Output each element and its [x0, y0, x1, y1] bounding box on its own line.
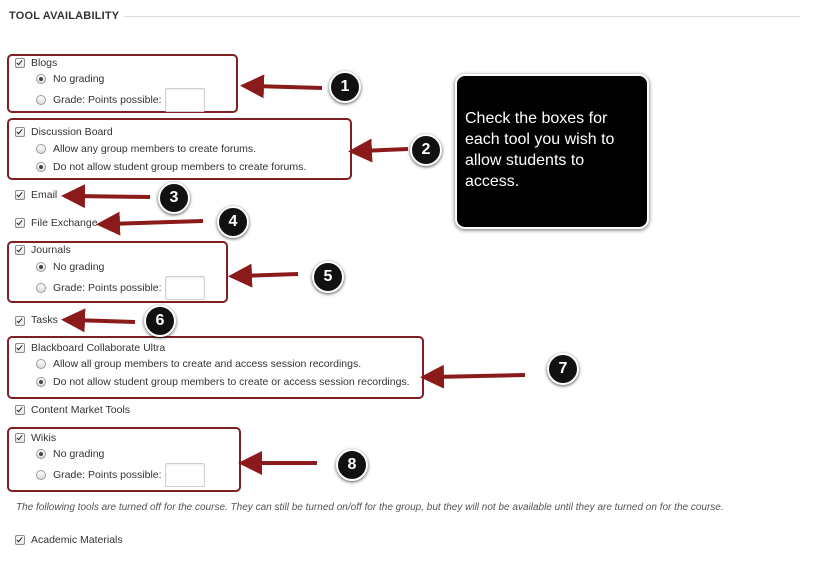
- callout-3: 3: [158, 182, 190, 214]
- callout-5: 5: [312, 261, 344, 293]
- blogs-grade-label: Grade: Points possible:: [53, 94, 162, 106]
- tasks-label: Tasks: [31, 314, 58, 326]
- arrow-7: [432, 375, 525, 377]
- callout-4: 4: [217, 206, 249, 238]
- section-title: TOOL AVAILABILITY: [9, 10, 120, 22]
- journals-grade-label: Grade: Points possible:: [53, 282, 162, 294]
- wikis-grade-label: Grade: Points possible:: [53, 469, 162, 481]
- discussion-deny-label: Do not allow student group members to create forums.: [53, 161, 307, 173]
- discussion-label: Discussion Board: [31, 126, 113, 138]
- collaborate-deny-label: Do not allow student group members to create or access session recordings.: [53, 376, 410, 388]
- academic-materials-label: Academic Materials: [31, 534, 123, 546]
- email-label: Email: [31, 189, 58, 201]
- callout-1: 1: [329, 71, 361, 103]
- instruction-note: Check the boxes for each tool you wish to allow students to access.: [455, 74, 649, 229]
- callout-7: 7: [547, 353, 579, 385]
- blogs-no-grading-label: No grading: [53, 73, 105, 85]
- arrow-6: [73, 320, 135, 322]
- callout-2: 2: [410, 134, 442, 166]
- callout-6: 6: [144, 305, 176, 337]
- wikis-no-grading-label: No grading: [53, 448, 105, 460]
- collaborate-allow-label: Allow all group members to create and access session recordings.: [53, 358, 362, 370]
- collaborate-label: Blackboard Collaborate Ultra: [31, 342, 166, 354]
- arrow-3: [73, 196, 150, 197]
- arrow-1: [252, 86, 322, 88]
- disabled-tools-note: The following tools are turned off for the course. They can still be turned on/off for the group, but they will not be available until they are turned on for the course.: [16, 502, 724, 513]
- arrow-2: [360, 149, 408, 151]
- arrow-4: [108, 221, 203, 224]
- arrow-5: [240, 274, 298, 276]
- content-market-label: Content Market Tools: [31, 404, 131, 416]
- journals-label: Journals: [31, 244, 71, 256]
- callout-8: 8: [336, 449, 368, 481]
- journals-no-grading-label: No grading: [53, 261, 105, 273]
- blogs-label: Blogs: [31, 57, 58, 69]
- wikis-label: Wikis: [31, 432, 57, 444]
- file-exchange-label: File Exchange: [31, 217, 98, 229]
- discussion-allow-label: Allow any group members to create forums.: [53, 143, 257, 155]
